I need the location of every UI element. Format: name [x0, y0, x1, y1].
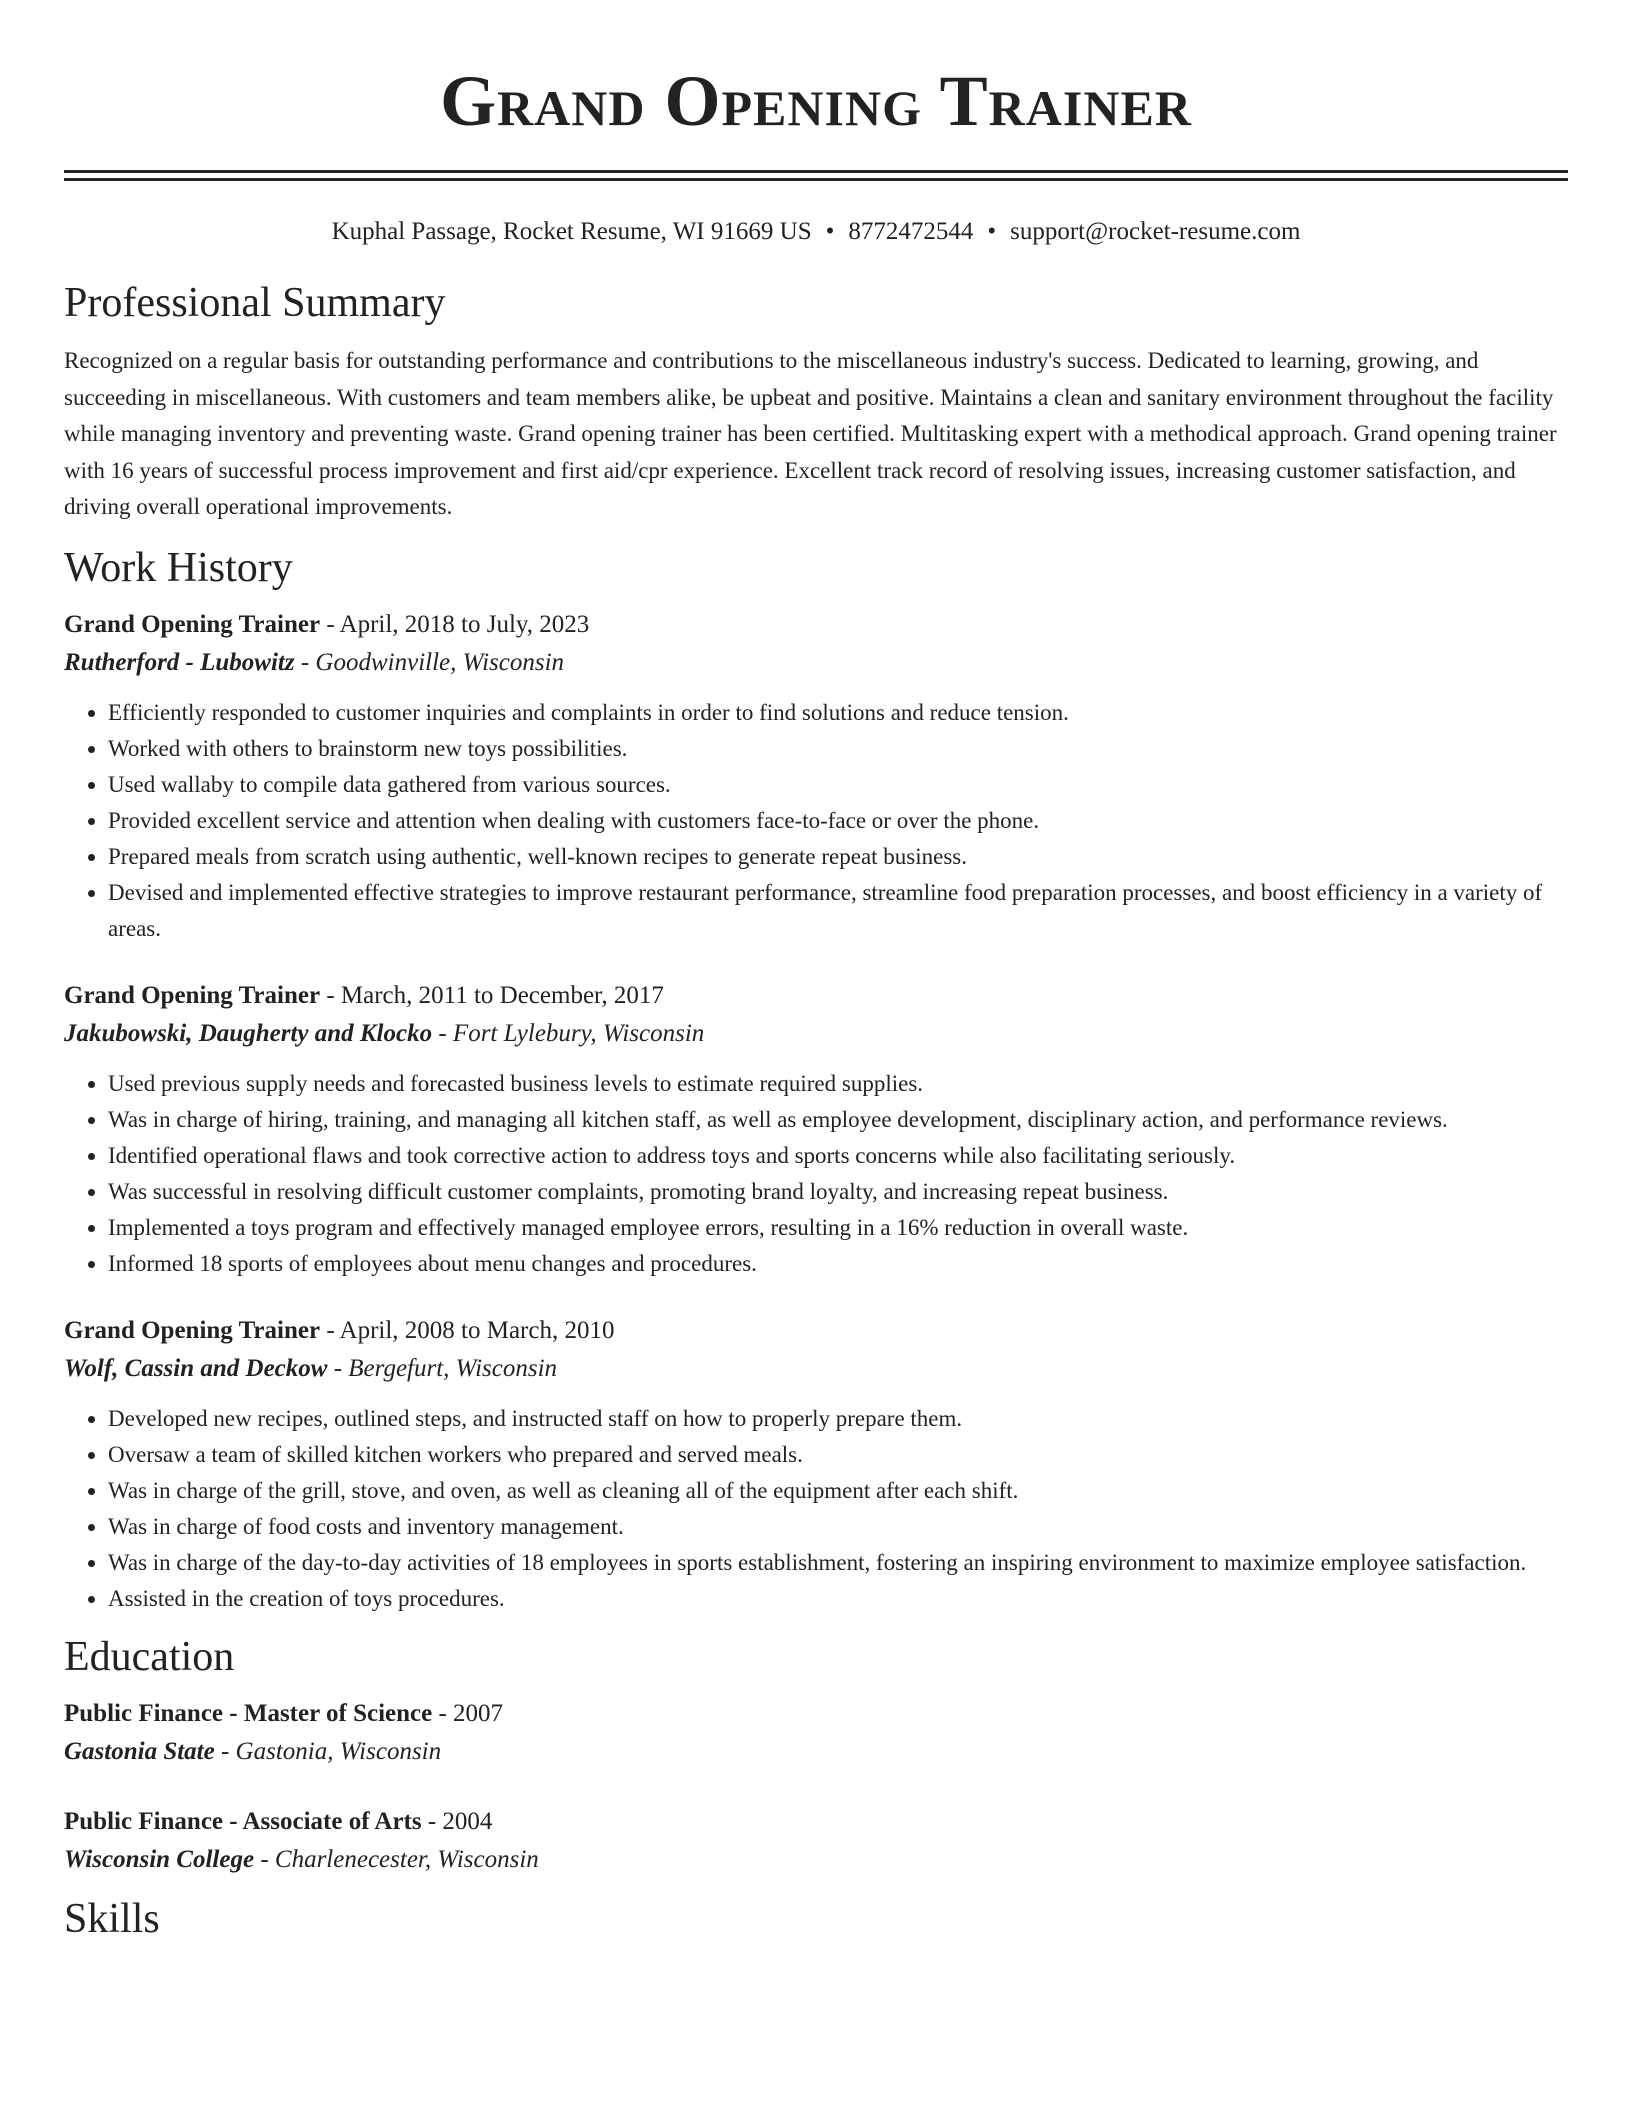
education-entry: [64, 1695, 1568, 1771]
education-degree: Public Finance - Master of Science: [64, 1699, 433, 1727]
job-header: [64, 1312, 1568, 1350]
job-bullets: [64, 1066, 1568, 1282]
job-bullet: • Informed 18 sports of employees about menu changes and procedures.: [108, 1246, 1568, 1282]
education-school-line: [64, 1841, 1568, 1879]
job-bullet: • Was in charge of the day-to-day activities of 18 employees in sports establishment, fostering an inspiring environment to maximize employee satisfaction.: [108, 1545, 1568, 1581]
job-entry: [64, 977, 1568, 1282]
job-company-line: [64, 1015, 1568, 1053]
skills-section-title: Skills: [64, 1895, 160, 1942]
job-header: [64, 606, 1568, 644]
work-history-section-title: Work History: [64, 544, 293, 591]
job-role: Grand Opening Trainer: [64, 981, 321, 1009]
job-bullet: • Worked with others to brainstorm new toys possibilities.: [108, 731, 1568, 767]
job-bullet: • Provided excellent service and attention when dealing with customers face-to-face or over the phone.: [108, 803, 1568, 839]
education-school-line: [64, 1733, 1568, 1771]
job-company-line: [64, 644, 1568, 682]
summary-section-title: Professional Summary: [64, 280, 446, 326]
contact-separator: •: [825, 218, 835, 245]
job-dates: - April, 2008 to March, 2010: [320, 1316, 615, 1344]
education-location: - Charlenecester, Wisconsin: [254, 1845, 539, 1873]
job-bullets: [64, 695, 1568, 947]
education-degree: Public Finance - Associate of Arts: [64, 1807, 422, 1835]
contact-phone: 8772472544: [848, 218, 974, 245]
education-year: - 2004: [421, 1807, 493, 1835]
job-company: Jakubowski, Daugherty and Klocko: [64, 1019, 433, 1047]
job-dates: - March, 2011 to December, 2017: [320, 981, 664, 1009]
job-role: Grand Opening Trainer: [64, 1316, 321, 1344]
job-bullet: • Oversaw a team of skilled kitchen workers who prepared and served meals.: [108, 1437, 1568, 1473]
job-company-line: [64, 1350, 1568, 1388]
job-header: [64, 977, 1568, 1015]
education-entry: [64, 1803, 1568, 1879]
education-header: [64, 1695, 1568, 1733]
resume-name-heading: Grand Opening Trainer: [440, 61, 1192, 141]
job-entry: [64, 1312, 1568, 1617]
job-location: - Bergefurt, Wisconsin: [327, 1354, 558, 1382]
job-bullet: • Was in charge of the grill, stove, and oven, as well as cleaning all of the equipment after each shift.: [108, 1473, 1568, 1509]
job-bullets: [64, 1401, 1568, 1617]
education-section-title: Education: [64, 1633, 235, 1680]
job-location: - Fort Lylebury, Wisconsin: [432, 1019, 705, 1047]
job-dates: - April, 2018 to July, 2023: [320, 610, 590, 638]
education-year: - 2007: [432, 1699, 504, 1727]
job-bullet: • Developed new recipes, outlined steps, and instructed staff on how to properly prepare them.: [108, 1401, 1568, 1437]
job-bullet: • Efficiently responded to customer inquiries and complaints in order to find solutions and reduce tension.: [108, 695, 1568, 731]
contact-line: [64, 215, 1568, 249]
job-bullet: • Was successful in resolving difficult customer complaints, promoting brand loyalty, and increasing repeat business.: [108, 1174, 1568, 1210]
header-double-rule: [64, 170, 1568, 181]
job-bullet: • Used wallaby to compile data gathered from various sources.: [108, 767, 1568, 803]
job-bullet: • Devised and implemented effective strategies to improve restaurant performance, streamline food preparation processes, and boost efficiency in a variety of areas.: [108, 875, 1568, 947]
summary-text: Recognized on a regular basis for outstanding performance and contributions to the miscellaneous industry's success. Dedicated to learning, growing, and succeeding in miscellaneous. With customers and team members alike, be upbeat and positive. Maintains a clean and sanitary environment throughout the facility while managing inventory and preventing waste. Grand opening trainer has been certified. Multitasking expert with a methodical approach. Grand opening trainer with 16 years of successful process improvement and first aid/cpr experience. Excellent track record of resolving issues, increasing customer satisfaction, and driving overall operational improvements.: [64, 348, 1557, 519]
contact-address: Kuphal Passage, Rocket Resume, WI 91669 US: [331, 218, 812, 245]
job-role: Grand Opening Trainer: [64, 610, 321, 638]
job-bullet: • Used previous supply needs and forecasted business levels to estimate required supplies.: [108, 1066, 1568, 1102]
education-school: Wisconsin College: [64, 1845, 255, 1873]
education-school: Gastonia State: [64, 1737, 215, 1765]
contact-email: support@rocket-resume.com: [1010, 218, 1301, 245]
education-location: - Gastonia, Wisconsin: [214, 1737, 442, 1765]
job-bullet: • Was in charge of food costs and inventory management.: [108, 1509, 1568, 1545]
job-entry: [64, 606, 1568, 947]
contact-separator: •: [987, 218, 997, 245]
job-bullet: • Was in charge of hiring, training, and managing all kitchen staff, as well as employee development, disciplinary action, and performance reviews.: [108, 1102, 1568, 1138]
job-bullet: • Implemented a toys program and effectively managed employee errors, resulting in a 16% reduction in overall waste.: [108, 1210, 1568, 1246]
job-company: Rutherford - Lubowitz: [64, 648, 295, 676]
job-company: Wolf, Cassin and Deckow: [64, 1354, 328, 1382]
job-location: - Goodwinville, Wisconsin: [294, 648, 565, 676]
job-bullet: • Assisted in the creation of toys procedures.: [108, 1581, 1568, 1617]
job-bullet: • Identified operational flaws and took corrective action to address toys and sports concerns while also facilitating seriously.: [108, 1138, 1568, 1174]
education-header: [64, 1803, 1568, 1841]
job-bullet: • Prepared meals from scratch using authentic, well-known recipes to generate repeat business.: [108, 839, 1568, 875]
